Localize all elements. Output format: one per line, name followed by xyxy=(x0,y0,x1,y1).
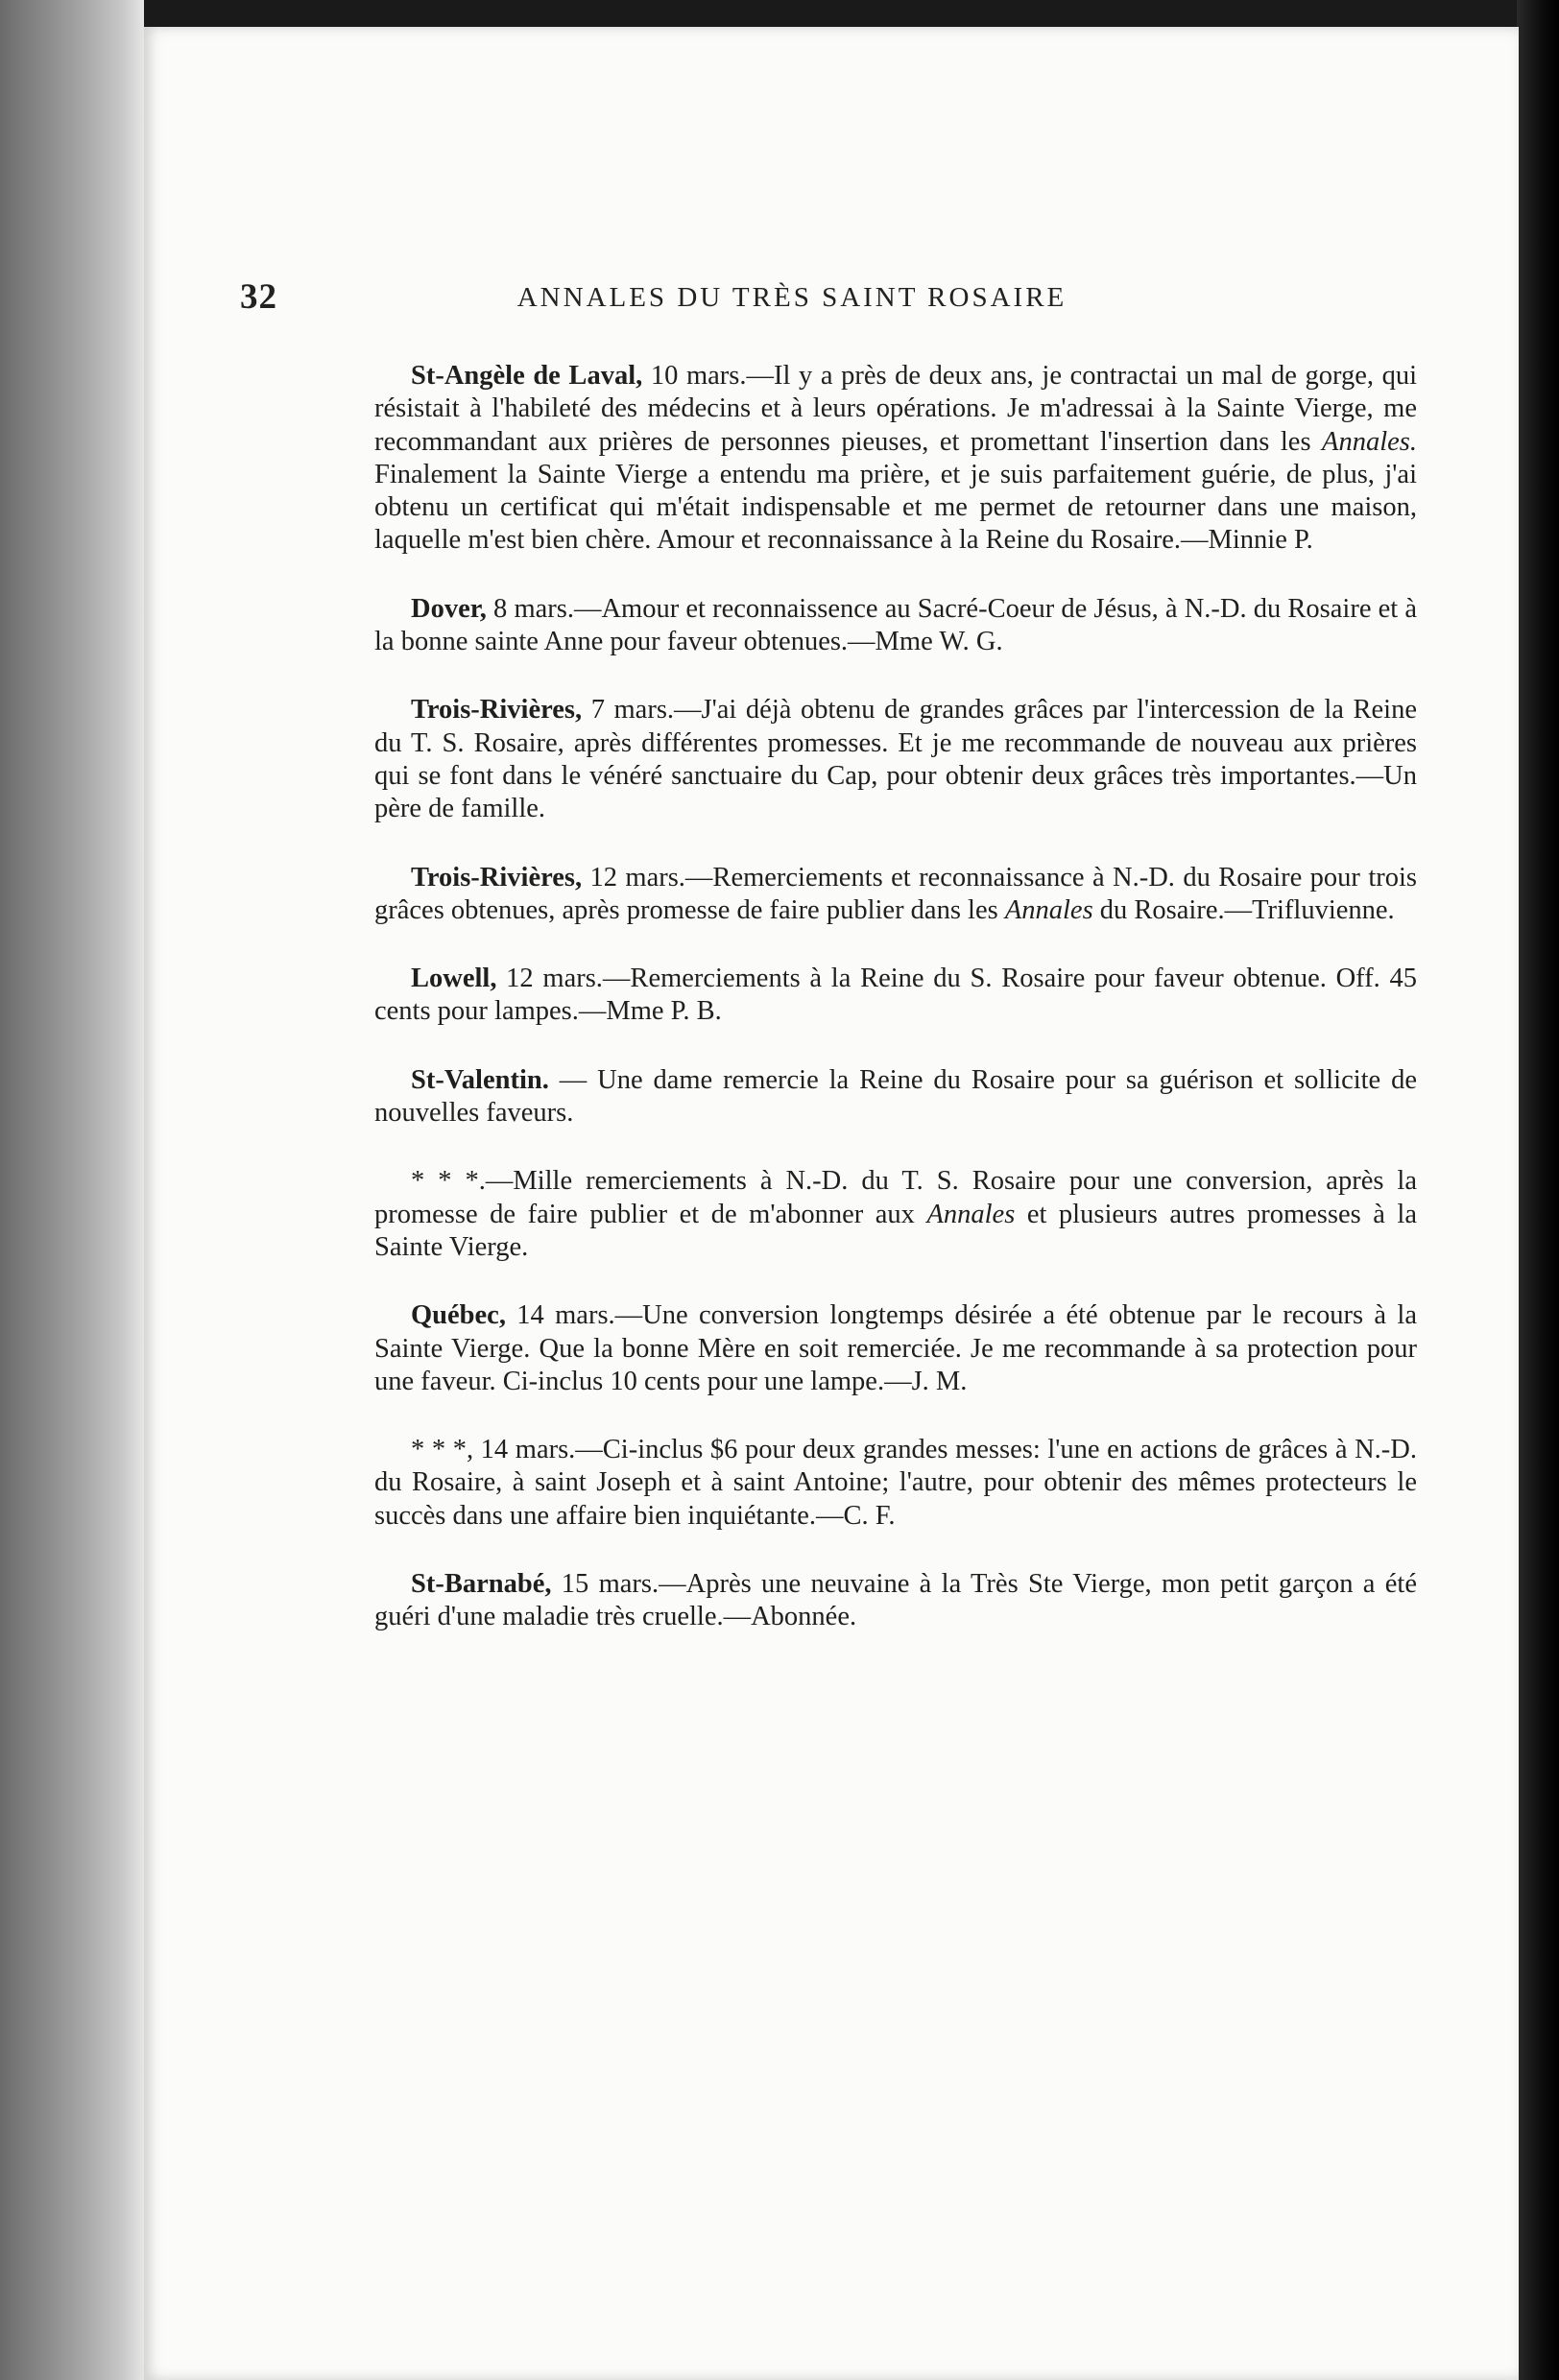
entry-text: 7 mars.—J'ai déjà obtenu de grandes grâces par l'intercession de la Reine du T. S. Rosaire, après différentes promesses. Et je me recommande de nouveau aux prières qui se font dans le vénéré sanctuaire du Cap, pour obtenir deux grâces très importantes.—Un père de famille. xyxy=(374,695,1417,824)
entry-text: 12 mars.—Remerciements à la Reine du S. Rosaire pour faveur obtenue. Off. 45 cents pour lampes.—Mme P. B. xyxy=(374,964,1417,1027)
entry-st-valentin xyxy=(374,1064,1417,1130)
entry-text: Finalement la Sainte Vierge a entendu ma prière, et je suis parfaitement guérie, de plus, j'ai obtenu un certificat qui m'était indispensable et me permet de retourner dans une maison, laquelle m'est bien chère. Amour et reconnaissance à la Reine du Rosaire.—Minnie P. xyxy=(374,459,1417,556)
entry-text: 15 mars.—Après une neuvaine à la Très Ste Vierge, mon petit garçon a été guéri d'une maladie très cruelle.—Abonnée. xyxy=(374,1569,1417,1632)
entry-quebec xyxy=(374,1299,1417,1398)
entry-place: St-Valentin. xyxy=(411,1064,549,1095)
entry-text: 12 mars.—Remerciements et reconnaissance à N.-D. du Rosaire pour trois grâces obtenues, après promesse de faire publier dans les xyxy=(374,862,1417,925)
entry-place: Dover, xyxy=(411,593,487,624)
entry-place: St-Angèle de Laval, xyxy=(411,361,643,391)
entry-place: Trois-Rivières, xyxy=(411,862,583,892)
entry-text: — Une dame remercie la Reine du Rosaire pour sa guérison et sollicite de nouvelles faveurs. xyxy=(374,1064,1417,1129)
entry-place: St-Barnabé, xyxy=(411,1569,552,1600)
entry-text: * * *, 14 mars.—Ci-inclus $6 pour deux grandes messes: l'une en actions de grâces à N.-D. du Rosaire, à saint Joseph et à saint Antoine; l'autre, pour obtenir des mêmes protecteurs le succès dans une affaire bien inquiétante.—C. F. xyxy=(374,1435,1417,1531)
entry-trois-rivieres-2 xyxy=(374,862,1417,928)
entry-st-angele xyxy=(374,360,1417,558)
entry-text: 10 mars.—Il y a près de deux ans, je contractai un mal de gorge, qui résistait à l'habileté des médecins et à leurs opérations. Je m'adressai à la Sainte Vierge, me recommandant aux prières de personnes pieuses, et promettant l'insertion dans les xyxy=(374,361,1417,457)
entry-text-italic: Annales xyxy=(1004,894,1093,925)
entry-st-barnabe xyxy=(374,1568,1417,1634)
entry-trois-rivieres-1 xyxy=(374,694,1417,825)
entry-place: Lowell, xyxy=(411,964,497,994)
entry-lowell xyxy=(374,963,1417,1029)
entry-anonymous-1 xyxy=(374,1165,1417,1264)
running-title: ANNALES DU TRÈS SAINT ROSAIRE xyxy=(516,282,1067,313)
entry-text: 14 mars.—Une conversion longtemps désirée a été obtenue par le recours à la Sainte Vierge. Que la bonne Mère en soit remerciée. Je me recommande à sa protection pour une faveur. Ci-inclus 10 cents pour une lampe.—J. M. xyxy=(374,1300,1417,1396)
page-number: 32 xyxy=(240,277,277,317)
page-content xyxy=(374,360,1417,1670)
page-header xyxy=(240,276,1229,334)
entry-anonymous-2 xyxy=(374,1434,1417,1533)
entry-dover xyxy=(374,593,1417,659)
entry-text: et plusieurs autres promesses à la Sainte Vierge. xyxy=(374,1199,1417,1262)
entry-text-italic: Annales xyxy=(926,1199,1016,1229)
entry-place: Trois-Rivières, xyxy=(411,695,583,726)
entry-text-italic: Annales. xyxy=(1322,426,1417,457)
page-stack-edge xyxy=(0,0,144,2380)
scan-dark-border xyxy=(1517,0,1559,2380)
entry-place: Québec, xyxy=(411,1300,506,1331)
entry-text: * * *.—Mille remerciements à N.-D. du T. S. Rosaire pour une conversion, après la promesse de faire publier et de m'abonner aux xyxy=(374,1166,1417,1229)
entry-text: 8 mars.—Amour et reconnaissence au Sacré-Coeur de Jésus, à N.-D. du Rosaire et à la bonne sainte Anne pour faveur obtenues.—Mme W. G. xyxy=(374,593,1417,657)
entry-text: du Rosaire.—Trifluvienne. xyxy=(1092,894,1395,925)
